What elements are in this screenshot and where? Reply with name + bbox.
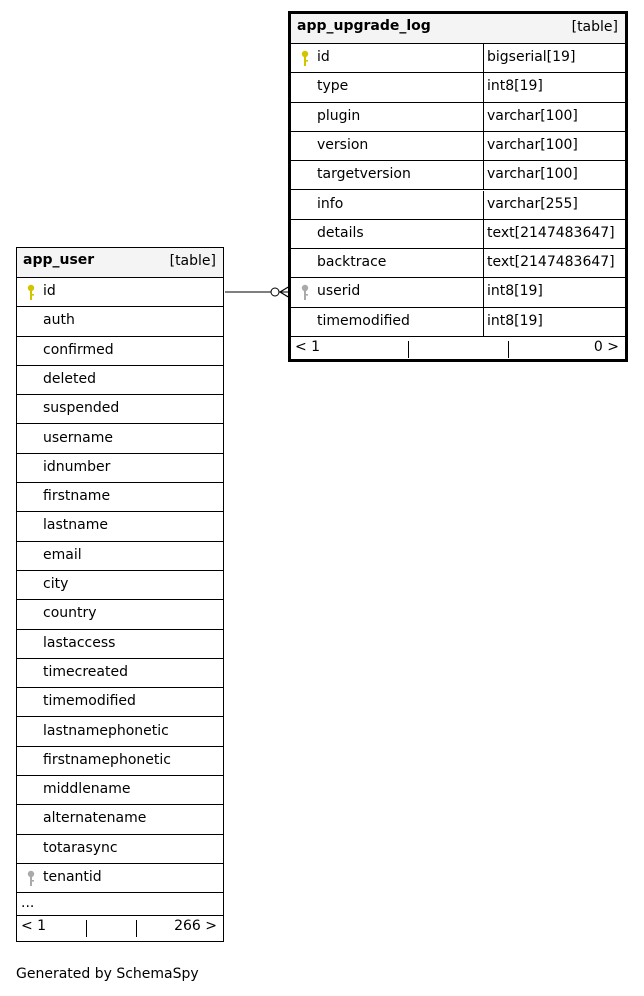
column-row-country[interactable]	[17, 600, 223, 629]
primary-key-icon	[300, 50, 310, 68]
column-row-type[interactable]	[291, 73, 625, 102]
foreign-key-icon	[26, 870, 36, 888]
column-divider	[483, 220, 484, 248]
column-name: targetversion	[317, 166, 411, 183]
column-row-username[interactable]	[17, 425, 223, 454]
column-divider	[483, 132, 484, 160]
column-row-timemodified[interactable]	[17, 688, 223, 717]
column-row-backtrace[interactable]	[291, 249, 625, 278]
column-type: varchar[100]	[487, 107, 578, 124]
column-row-lastaccess[interactable]	[17, 630, 223, 659]
relationship-userid-to-id	[225, 286, 290, 298]
column-name: backtrace	[317, 254, 387, 271]
more-columns-row[interactable]	[17, 893, 223, 916]
column-name: email	[43, 546, 82, 563]
column-row-id[interactable]	[291, 44, 625, 73]
column-name: type	[317, 78, 349, 95]
column-name: city	[43, 576, 69, 592]
column-row-confirmed[interactable]	[17, 337, 223, 366]
parents-count: < 1	[295, 339, 321, 355]
column-divider	[483, 161, 484, 189]
column-type: int8[19]	[487, 283, 543, 300]
column-name: timemodified	[317, 312, 410, 329]
column-name: timecreated	[43, 663, 128, 680]
column-row-auth[interactable]	[17, 307, 223, 336]
column-name: firstnamephonetic	[43, 751, 171, 768]
footer-divider	[508, 341, 509, 358]
column-name: confirmed	[43, 341, 114, 358]
column-name: firstname	[43, 488, 111, 505]
column-row-idnumber[interactable]	[17, 454, 223, 483]
column-row-firstname[interactable]	[17, 483, 223, 512]
column-name: lastname	[43, 517, 108, 534]
more-columns-ellipsis: ...	[21, 895, 35, 912]
column-divider	[483, 249, 484, 277]
column-name: lastnamephonetic	[43, 722, 169, 739]
column-name: middlename	[43, 781, 131, 798]
column-name: version	[317, 136, 369, 153]
column-row-deleted[interactable]	[17, 366, 223, 395]
column-divider	[483, 73, 484, 101]
column-name: id	[317, 49, 330, 65]
column-row-targetversion[interactable]	[291, 161, 625, 190]
column-name: suspended	[43, 400, 120, 417]
column-row-city[interactable]	[17, 571, 223, 600]
column-row-lastnamephonetic[interactable]	[17, 718, 223, 747]
column-type: int8[19]	[487, 312, 543, 329]
column-row-alternatename[interactable]	[17, 805, 223, 834]
column-name: idnumber	[43, 458, 111, 475]
column-row-id[interactable]	[17, 278, 223, 307]
table-name: app_user	[23, 252, 95, 268]
column-row-details[interactable]	[291, 220, 625, 249]
table-type-label: [table]	[571, 19, 618, 35]
children-count: 0 >	[593, 339, 619, 355]
column-divider	[483, 308, 484, 336]
column-name: userid	[317, 283, 361, 300]
column-name: tenantid	[43, 869, 102, 885]
column-type: varchar[100]	[487, 166, 578, 183]
column-row-version[interactable]	[291, 132, 625, 161]
column-row-info[interactable]	[291, 191, 625, 220]
column-row-timecreated[interactable]	[17, 659, 223, 688]
column-name: username	[43, 429, 113, 446]
table-app-user[interactable]	[16, 247, 224, 942]
table-header[interactable]	[17, 248, 223, 278]
column-type: varchar[100]	[487, 136, 578, 153]
column-name: plugin	[317, 107, 361, 124]
column-name: timemodified	[43, 693, 136, 710]
column-row-middlename[interactable]	[17, 776, 223, 805]
column-name: lastaccess	[43, 634, 116, 651]
column-type: text[2147483647]	[487, 254, 615, 271]
table-footer	[291, 337, 625, 362]
column-type: varchar[255]	[487, 195, 578, 212]
column-row-firstnamephonetic[interactable]	[17, 747, 223, 776]
children-count: 266 >	[174, 918, 217, 935]
table-footer	[17, 916, 223, 940]
table-app-upgrade-log[interactable]	[288, 11, 628, 362]
column-divider	[483, 44, 484, 72]
parents-count: < 1	[21, 918, 47, 935]
column-row-suspended[interactable]	[17, 395, 223, 424]
column-name: id	[43, 283, 56, 299]
generated-by-footer: Generated by SchemaSpy	[16, 966, 199, 982]
table-header[interactable]	[291, 14, 625, 44]
column-type: int8[19]	[487, 78, 543, 95]
column-name: info	[317, 195, 344, 212]
table-name: app_upgrade_log	[297, 18, 431, 34]
column-name: country	[43, 605, 97, 622]
column-divider	[483, 103, 484, 131]
column-row-totarasync[interactable]	[17, 835, 223, 864]
column-row-timemodified[interactable]	[291, 308, 625, 337]
column-row-userid[interactable]	[291, 278, 625, 307]
column-row-email[interactable]	[17, 542, 223, 571]
column-divider	[483, 278, 484, 306]
footer-divider	[408, 341, 409, 358]
footer-divider	[136, 920, 137, 937]
column-row-plugin[interactable]	[291, 103, 625, 132]
column-name: alternatename	[43, 810, 147, 827]
column-row-lastname[interactable]	[17, 512, 223, 541]
column-name: details	[317, 224, 364, 241]
column-type: bigserial[19]	[487, 49, 576, 65]
column-name: auth	[43, 312, 75, 329]
primary-key-icon	[26, 284, 36, 302]
column-divider	[483, 191, 484, 219]
column-row-tenantid[interactable]	[17, 864, 223, 893]
column-name: totarasync	[43, 839, 118, 856]
column-type: text[2147483647]	[487, 224, 615, 241]
foreign-key-icon	[300, 284, 310, 302]
table-type-label: [table]	[169, 253, 216, 269]
footer-divider	[86, 920, 87, 937]
column-name: deleted	[43, 370, 96, 387]
